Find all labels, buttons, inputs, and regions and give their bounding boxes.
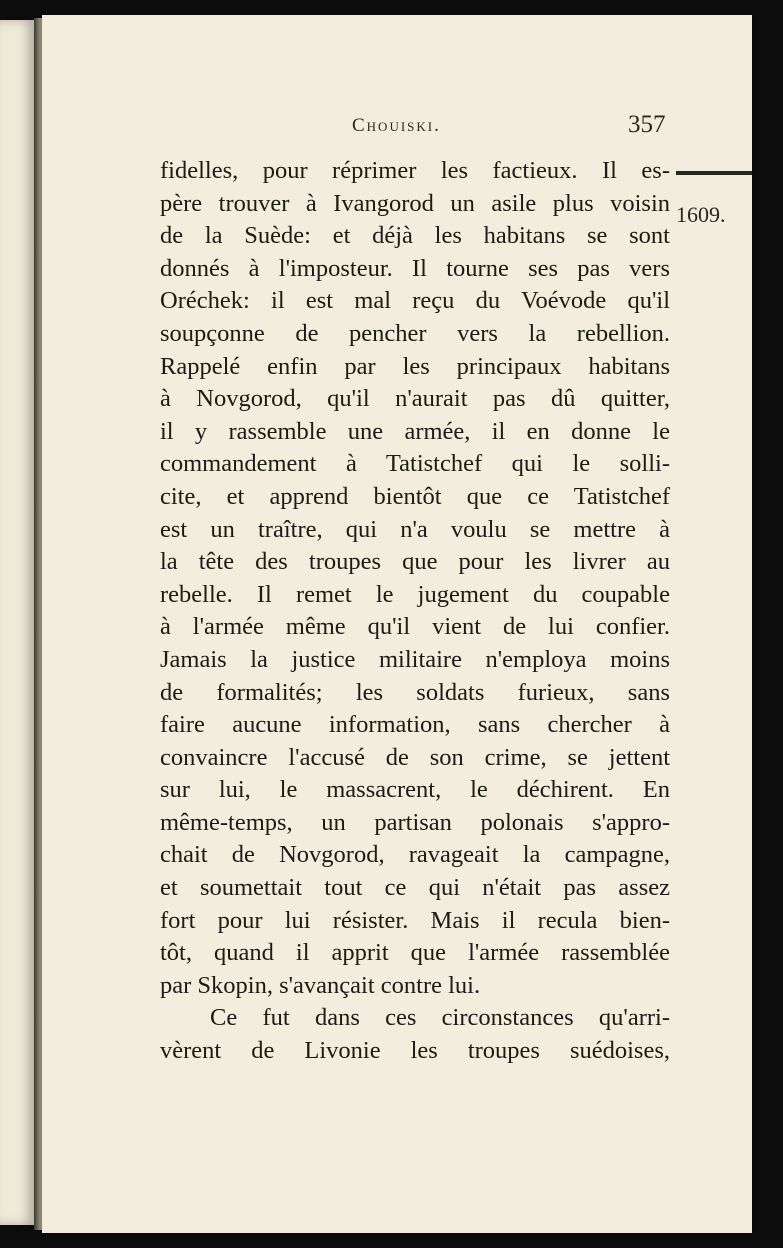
text-line: tôt, quand il apprit que l'armée rassemblée bbox=[160, 939, 670, 967]
text-line: donnés à l'imposteur. Il tourne ses pas vers bbox=[160, 254, 670, 282]
text-line: commandement à Tatistchef qui le solli- bbox=[160, 450, 670, 478]
text-line: vèrent de Livonie les troupes suédoises, bbox=[160, 1037, 670, 1065]
text-line: chait de Novgorod, ravageait la campagne, bbox=[160, 841, 670, 869]
text-line: fort pour lui résister. Mais il recula bien- bbox=[160, 906, 670, 934]
text-line: à l'armée même qu'il vient de lui confier. bbox=[160, 613, 670, 641]
text-line: rebelle. Il remet le jugement du coupable bbox=[160, 580, 670, 608]
text-line: par Skopin, s'avançait contre lui. bbox=[160, 971, 481, 999]
text-line: convaincre l'accusé de son crime, se jettent bbox=[160, 743, 670, 771]
text-line: faire aucune information, sans chercher à bbox=[160, 711, 670, 739]
text-line: Rappelé enfin par les principaux habitans bbox=[160, 352, 670, 380]
margin-year: 1609. bbox=[676, 202, 726, 227]
text-line: de la Suède: et déjà les habitans se sont bbox=[160, 222, 670, 250]
text-line: père trouver à Ivangorod un asile plus voisin bbox=[160, 189, 670, 217]
text-line: soupçonne de pencher vers la rebellion. bbox=[160, 319, 670, 347]
text-line: la tête des troupes que pour les livrer au bbox=[160, 548, 670, 576]
text-line: sur lui, le massacrent, le déchirent. En bbox=[160, 776, 670, 804]
text-line: et soumettait tout ce qui n'était pas assez bbox=[160, 874, 670, 902]
book-page bbox=[42, 15, 752, 1233]
left-page-edge bbox=[0, 20, 34, 1225]
margin-rule bbox=[676, 171, 752, 175]
text-line: est un traître, qui n'a voulu se mettre à bbox=[160, 515, 670, 543]
running-head: Chouiski. bbox=[352, 115, 441, 136]
text-line: Jamais la justice militaire n'employa moins bbox=[160, 645, 670, 673]
text-line: fidelles, pour réprimer les factieux. Il es- bbox=[160, 157, 670, 184]
text-line: il y rassemble une armée, il en donne le bbox=[160, 417, 670, 445]
text-line: Ce fut dans ces circonstances qu'arri- bbox=[210, 1004, 670, 1032]
text-line: Oréchek: il est mal reçu du Voévode qu'il bbox=[160, 287, 670, 315]
text-line: de formalités; les soldats furieux, sans bbox=[160, 678, 670, 706]
text-line: cite, et apprend bientôt que ce Tatistchef bbox=[160, 482, 670, 510]
page-number: 357 bbox=[628, 111, 666, 138]
text-line: même-temps, un partisan polonais s'appro- bbox=[160, 808, 670, 836]
text-line: à Novgorod, qu'il n'aurait pas dû quitter, bbox=[160, 385, 670, 413]
body-text bbox=[160, 155, 670, 1068]
